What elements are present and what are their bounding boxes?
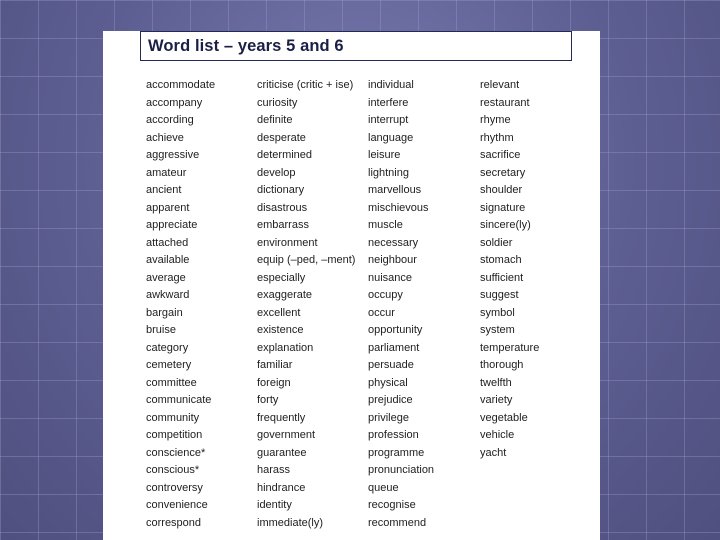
word-item: especially: [257, 271, 306, 284]
word-item: ancient: [146, 184, 182, 196]
word-column-3: [368, 77, 434, 532]
word-item: exaggerate: [257, 289, 313, 301]
word-item: conscious*: [146, 464, 200, 476]
word-item: equip (–ped, –ment): [257, 254, 356, 266]
word-item: develop: [257, 166, 296, 179]
word-item: bargain: [146, 306, 183, 319]
word-item: desperate: [257, 131, 306, 144]
word-item: according: [146, 114, 194, 126]
word-item: accompany: [146, 96, 203, 109]
word-item: determined: [257, 149, 313, 161]
word-item: correspond: [146, 516, 202, 529]
word-item: recommend: [368, 516, 427, 529]
word-item: rhyme: [480, 114, 511, 126]
word-item: identity: [257, 499, 292, 511]
word-item: curiosity: [257, 96, 298, 109]
word-item: relevant: [480, 79, 520, 91]
page-title: Word list – years 5 and 6: [148, 36, 344, 55]
word-item: parliament: [368, 341, 420, 354]
word-item: soldier: [480, 236, 513, 249]
word-item: sufficient: [480, 271, 524, 284]
word-item: criticise (critic + ise): [257, 79, 354, 91]
word-item: government: [257, 429, 316, 441]
word-item: excellent: [257, 306, 301, 319]
word-item: profession: [368, 429, 419, 441]
word-item: restaurant: [480, 96, 530, 109]
word-item: suggest: [480, 289, 519, 301]
word-item: leisure: [368, 149, 401, 161]
word-item: nuisance: [368, 271, 413, 284]
word-item: temperature: [480, 341, 540, 354]
word-item: lightning: [368, 166, 409, 179]
word-item: controversy: [146, 481, 203, 494]
word-item: apparent: [146, 201, 190, 214]
word-item: queue: [368, 481, 399, 494]
word-item: opportunity: [368, 324, 423, 336]
word-item: awkward: [146, 289, 190, 301]
word-item: appreciate: [146, 219, 198, 231]
word-item: immediate(ly): [257, 516, 324, 529]
word-item: communicate: [146, 394, 212, 406]
word-item: muscle: [368, 219, 403, 231]
word-item: vehicle: [480, 429, 515, 441]
word-item: cemetery: [146, 359, 192, 371]
word-item: explanation: [257, 341, 314, 354]
word-list-sheet: [103, 31, 600, 540]
word-item: embarrass: [257, 219, 309, 231]
word-item: frequently: [257, 411, 306, 424]
word-item: average: [146, 271, 186, 284]
word-item: disastrous: [257, 201, 308, 214]
word-item: mischievous: [368, 201, 429, 214]
word-item: familiar: [257, 359, 293, 371]
word-item: physical: [368, 376, 408, 389]
word-item: rhythm: [480, 131, 514, 144]
word-item: shoulder: [480, 184, 523, 196]
word-item: bruise: [146, 324, 176, 336]
word-item: conscience*: [146, 446, 206, 459]
word-item: dictionary: [257, 184, 305, 196]
word-item: achieve: [146, 131, 184, 144]
word-item: signature: [480, 201, 526, 214]
word-item: necessary: [368, 236, 419, 249]
word-item: forty: [257, 394, 279, 406]
word-item: committee: [146, 376, 197, 389]
word-item: competition: [146, 429, 203, 441]
word-item: definite: [257, 114, 293, 126]
word-item: symbol: [480, 306, 515, 319]
word-item: recognise: [368, 499, 416, 511]
word-item: convenience: [146, 499, 208, 511]
word-item: foreign: [257, 376, 291, 389]
word-item: aggressive: [146, 149, 200, 161]
word-item: harass: [257, 464, 291, 476]
word-item: pronunciation: [368, 464, 435, 476]
word-item: category: [146, 341, 189, 354]
word-item: thorough: [480, 359, 524, 371]
word-item: available: [146, 254, 190, 266]
word-item: persuade: [368, 359, 414, 371]
word-item: guarantee: [257, 446, 307, 459]
word-item: secretary: [480, 166, 526, 179]
word-item: variety: [480, 394, 513, 406]
title-box: [140, 31, 572, 61]
word-item: language: [368, 131, 414, 144]
word-column-1: [146, 77, 215, 532]
word-item: community: [146, 411, 200, 424]
word-item: individual: [368, 79, 414, 91]
word-item: occur: [368, 306, 395, 319]
word-item: programme: [368, 446, 425, 459]
word-column-4: [480, 77, 539, 462]
word-item: vegetable: [480, 411, 528, 424]
word-item: marvellous: [368, 184, 422, 196]
word-item: prejudice: [368, 394, 413, 406]
word-item: twelfth: [480, 376, 512, 389]
word-item: hindrance: [257, 481, 306, 494]
word-item: stomach: [480, 254, 522, 266]
word-item: sincere(ly): [480, 219, 531, 231]
word-item: interrupt: [368, 114, 409, 126]
word-item: environment: [257, 236, 318, 249]
word-item: accommodate: [146, 79, 216, 91]
word-item: existence: [257, 324, 304, 336]
word-item: privilege: [368, 411, 409, 424]
word-item: interfere: [368, 96, 409, 109]
word-item: amateur: [146, 166, 187, 179]
word-item: occupy: [368, 289, 403, 301]
word-item: neighbour: [368, 254, 417, 266]
word-item: system: [480, 324, 515, 336]
word-item: attached: [146, 236, 189, 249]
word-column-2: [257, 77, 355, 532]
word-item: yacht: [480, 446, 507, 459]
word-item: sacrifice: [480, 149, 521, 161]
